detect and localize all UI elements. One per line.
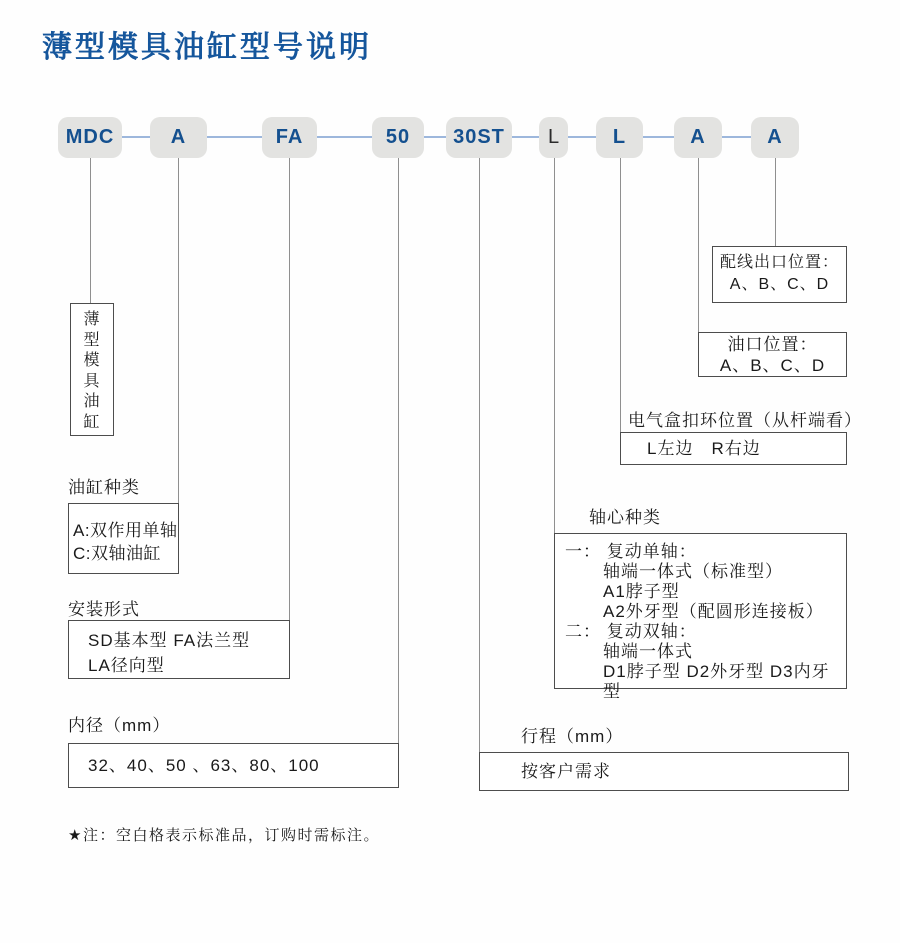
shaft-type-line: 一： 复动单轴： (565, 542, 697, 561)
drop-line-stroke (479, 158, 480, 752)
code-segment-bore (372, 117, 424, 158)
code-segment-label: MDC (65, 126, 115, 148)
drop-line-bore (398, 158, 399, 743)
wiring-outlet-box (712, 246, 847, 303)
code-segment-type (150, 117, 207, 158)
shaft-type-line: A2外牙型（配圆形连接板） (603, 602, 824, 621)
mounting-option: LA径向型 (88, 656, 165, 675)
series-char: 型 (83, 331, 101, 349)
code-segment-label: A (690, 126, 706, 148)
stroke-label: 行程（mm） (521, 727, 624, 746)
shaft-type-line: D1脖子型 D2外牙型 D3内牙型 (603, 662, 830, 701)
shaft-type-line: 轴端一体式 (603, 642, 693, 661)
drop-line-ring (620, 158, 621, 432)
shaft-type-line: 二： 复动双轴： (565, 622, 697, 641)
series-char: 缸 (83, 413, 101, 431)
oil-port-box (698, 332, 847, 377)
bore-box (68, 743, 399, 788)
ring-position-options: L左边 R右边 (647, 439, 761, 458)
code-segment-stroke (446, 117, 512, 158)
stroke-value: 按客户需求 (521, 762, 611, 781)
code-segment-label: A (767, 126, 783, 148)
code-segment-mdc (58, 117, 122, 158)
code-segment-mount (262, 117, 317, 158)
code-segment-label: 30ST (453, 126, 505, 148)
drop-line-wiring (775, 158, 776, 246)
code-segment-port (674, 117, 722, 158)
shaft-type-line: A1脖子型 (603, 582, 680, 601)
drop-line-shaft (554, 158, 555, 533)
series-char: 薄 (83, 311, 101, 328)
cylinder-type-box (68, 503, 179, 574)
stroke-box (479, 752, 849, 791)
series-char: 模 (83, 352, 101, 369)
drop-line-mount (289, 158, 290, 620)
wiring-outlet-title: 配线出口位置： (719, 254, 839, 271)
code-segment-wiring (751, 117, 799, 158)
page-title: 薄型模具油缸型号说明 (42, 31, 372, 64)
footnote: ★注：空白格表示标准品，订购时需标注。 (68, 827, 380, 844)
mounting-label: 安装形式 (68, 600, 140, 619)
wiring-outlet-options: A、B、C、D (729, 276, 830, 293)
oil-port-options: A、B、C、D (719, 356, 826, 375)
mounting-option: SD基本型 FA法兰型 (88, 631, 251, 650)
ring-position-label: 电气盒扣环位置（从杆端看） (628, 411, 862, 430)
drop-line-port (698, 158, 699, 332)
code-segment-shaft (539, 117, 568, 158)
series-char: 油 (83, 393, 101, 410)
code-segment-ring (596, 117, 643, 158)
cylinder-type-option: C:双轴油缸 (73, 544, 161, 563)
drop-line-type (178, 158, 179, 503)
shaft-type-box (554, 533, 847, 701)
shaft-type-label: 轴心种类 (589, 508, 661, 527)
code-segment-label: 50 (385, 126, 411, 148)
code-segment-label: A (170, 126, 187, 148)
drop-line-mdc (90, 158, 91, 303)
oil-port-title: 油口位置： (727, 335, 818, 354)
shaft-type-line: 轴端一体式（标准型） (603, 562, 783, 581)
code-segment-label: FA (275, 126, 304, 148)
ring-position-box (620, 432, 847, 465)
mounting-box (68, 620, 290, 679)
series-name-box (70, 303, 114, 436)
cylinder-type-option: A:双作用单轴 (73, 521, 178, 540)
code-segment-label: L (612, 126, 627, 148)
bore-values: 32、40、50 、63、80、100 (88, 756, 320, 775)
series-char: 具 (83, 372, 101, 390)
cylinder-type-label: 油缸种类 (68, 478, 140, 497)
code-segment-label: L (547, 126, 560, 148)
bore-label: 内径（mm） (68, 716, 171, 735)
